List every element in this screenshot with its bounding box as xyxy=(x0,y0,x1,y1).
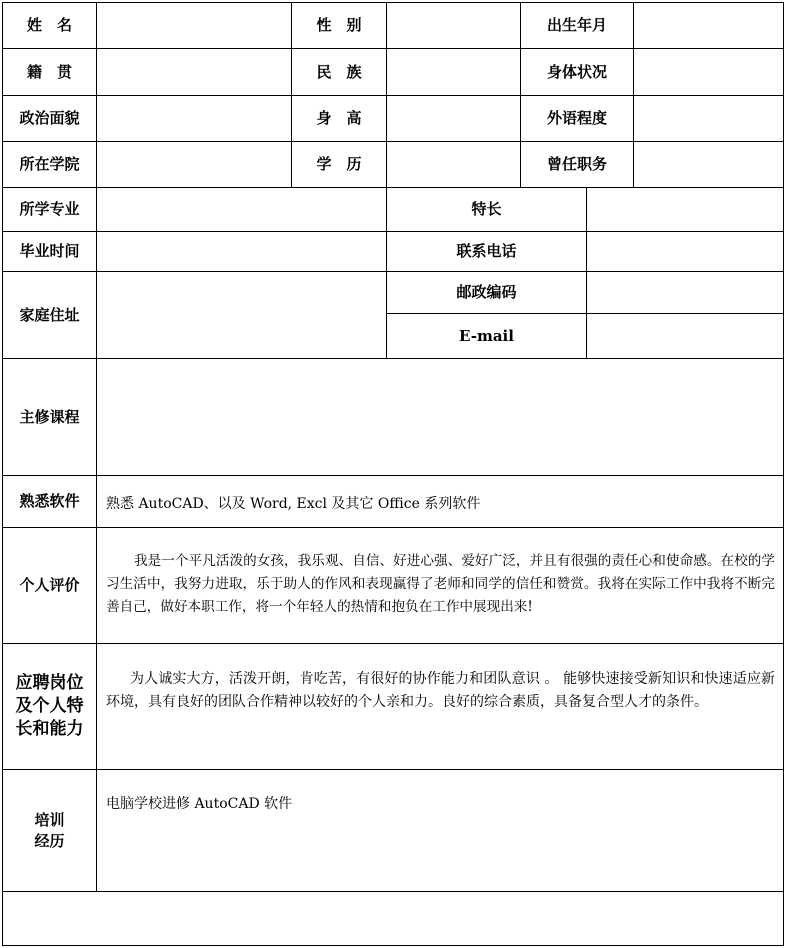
major-label: 所学专业 xyxy=(19,200,80,219)
training-value: 电脑学校进修 AutoCAD 软件 xyxy=(106,796,293,812)
gender-field[interactable] xyxy=(387,3,520,48)
health-field[interactable] xyxy=(634,49,783,95)
training-label: 培训经历 xyxy=(34,811,65,850)
name-field[interactable] xyxy=(97,3,291,48)
ethnicity-label: 民 族 xyxy=(316,62,362,81)
position-ability-value: 为人诚实大方，活泼开朗，肯吃苦，有很好的协作能力和团队意识 。 能够快速接受新知识和快速适应新环境，具有良好的团队合作精神以较好的个人亲和力。良好的综合素质，具备复合型人才的条件。 xyxy=(106,671,775,710)
native-place-field[interactable] xyxy=(97,49,291,95)
graduation-field[interactable] xyxy=(97,232,386,271)
blank-row[interactable] xyxy=(3,892,783,945)
native-place-label: 籍 贯 xyxy=(26,62,72,81)
self-evaluation-label: 个人评价 xyxy=(19,576,80,595)
postcode-label: 邮政编码 xyxy=(456,283,517,302)
education-label: 学 历 xyxy=(316,155,362,174)
specialty-field[interactable] xyxy=(587,188,783,231)
health-label: 身体状况 xyxy=(546,62,607,81)
height-field[interactable] xyxy=(387,96,520,141)
former-position-label: 曾任职务 xyxy=(546,155,607,174)
former-position-field[interactable] xyxy=(634,142,783,187)
specialty-label: 特长 xyxy=(471,200,502,219)
name-label: 姓 名 xyxy=(26,16,72,35)
address-label: 家庭住址 xyxy=(19,305,80,324)
major-field[interactable] xyxy=(97,188,386,231)
software-value: 熟悉 AutoCAD、以及 Word, Excl 及其它 Office 系列软件 xyxy=(106,496,481,512)
courses-field[interactable] xyxy=(97,359,783,475)
political-status-field[interactable] xyxy=(97,96,291,141)
gender-label: 性 别 xyxy=(316,16,362,35)
graduation-label: 毕业时间 xyxy=(19,242,80,261)
education-field[interactable] xyxy=(387,142,520,187)
address-field[interactable] xyxy=(97,272,386,358)
college-label: 所在学院 xyxy=(19,155,80,174)
phone-label: 联系电话 xyxy=(456,242,517,261)
email-field[interactable] xyxy=(587,314,783,358)
postcode-field[interactable] xyxy=(587,272,783,313)
self-evaluation-value: 我是一个平凡活泼的女孩，我乐观、自信、好进心强、爱好广泛，并且有很强的责任心和使命感。在校的学习生活中，我努力进取，乐于助人的作风和表现赢得了老师和同学的信任和赞赏。我将在实际工作中我将不断完善自己，做好本职工作，将一个年轻人的热情和抱负在工作中展现出来! xyxy=(106,553,775,615)
college-field[interactable] xyxy=(97,142,291,187)
courses-label: 主修课程 xyxy=(19,407,80,426)
political-status-label: 政治面貌 xyxy=(19,109,80,128)
birth-label: 出生年月 xyxy=(546,16,607,35)
position-ability-label: 应聘岗位及个人特长和能力 xyxy=(15,673,84,739)
phone-field[interactable] xyxy=(587,232,783,271)
birth-field[interactable] xyxy=(634,3,783,48)
language-field[interactable] xyxy=(634,96,783,141)
height-label: 身 高 xyxy=(316,109,362,128)
software-label: 熟悉软件 xyxy=(19,492,80,511)
email-label: E-mail xyxy=(459,326,514,345)
ethnicity-field[interactable] xyxy=(387,49,520,95)
language-label: 外语程度 xyxy=(546,109,607,128)
